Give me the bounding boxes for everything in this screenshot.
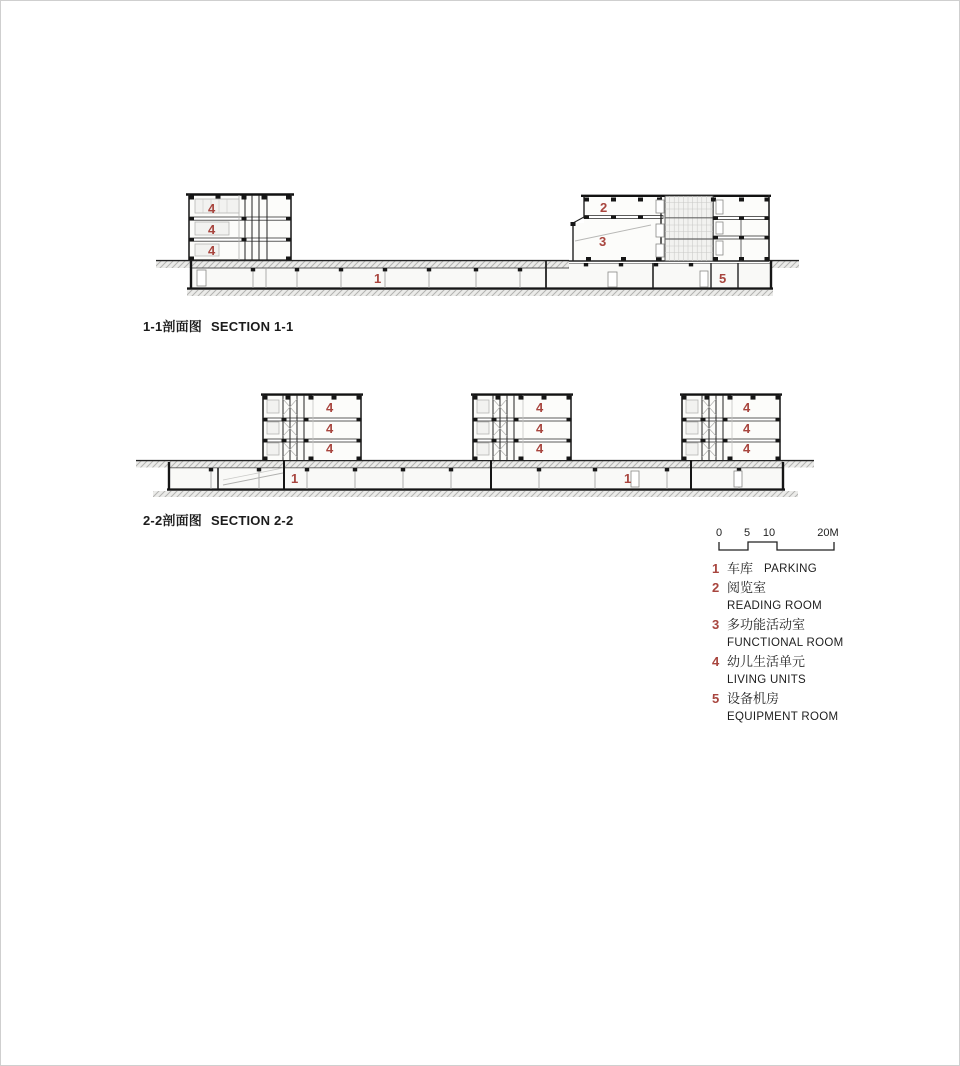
room-label-parking: 1 xyxy=(374,271,382,286)
legend xyxy=(712,560,932,727)
room-label-living-units: 4 xyxy=(743,400,751,415)
room-label-living-units: 4 xyxy=(743,421,751,436)
room-label-living-units: 4 xyxy=(208,201,216,216)
legend-item-reading-room xyxy=(712,579,932,615)
legend-cn: 多功能活动室 xyxy=(727,617,806,632)
room-label-living-units: 4 xyxy=(536,421,544,436)
tower-3 xyxy=(680,394,782,460)
legend-cn: 阅览室 xyxy=(727,580,767,595)
scale-tick-10: 10 xyxy=(762,527,776,539)
legend-en: LIVING UNITS xyxy=(727,674,807,686)
room-label-parking: 1 xyxy=(624,471,632,486)
legend-num: 2 xyxy=(712,580,720,595)
legend-en: READING ROOM xyxy=(727,600,822,612)
section-2-2-title xyxy=(143,510,293,529)
scale-tick-5: 5 xyxy=(743,527,751,539)
legend-item-functional-room xyxy=(712,616,932,652)
scale-tick-0: 0 xyxy=(715,527,723,539)
legend-en: EQUIPMENT ROOM xyxy=(727,711,839,723)
section-1-1-drawing xyxy=(156,194,799,296)
section-2-2-drawing xyxy=(136,394,814,497)
room-label-living-units: 4 xyxy=(743,441,751,456)
scale-bar-ticks xyxy=(712,527,852,540)
legend-cn: 车库 xyxy=(727,561,754,576)
room-label-living-units: 4 xyxy=(208,243,216,258)
tower-1 xyxy=(261,394,363,460)
legend-item-living-units xyxy=(712,653,932,689)
section-1-1-title xyxy=(143,316,293,335)
scale-tick-20m: 20M xyxy=(817,527,839,539)
legend-item-equipment-room xyxy=(712,690,932,726)
section-1-1-title-cn: 1-1剖面图 xyxy=(143,319,202,334)
section-2-2-title-cn: 2-2剖面图 xyxy=(143,513,202,528)
legend-cn: 设备机房 xyxy=(727,691,780,706)
legend-num: 5 xyxy=(712,691,720,706)
room-label-living-units: 4 xyxy=(208,222,216,237)
room-label-functional-room: 3 xyxy=(599,234,607,249)
room-label-living-units: 4 xyxy=(326,441,334,456)
room-label-reading-room: 2 xyxy=(600,200,608,215)
room-label-living-units: 4 xyxy=(326,421,334,436)
scale-bar xyxy=(712,527,852,559)
legend-cn: 幼儿生活单元 xyxy=(727,654,806,669)
legend-num: 4 xyxy=(712,654,720,669)
room-label-living-units: 4 xyxy=(536,400,544,415)
room-label-living-units: 4 xyxy=(326,400,334,415)
legend-num: 1 xyxy=(712,561,720,576)
room-label-living-units: 4 xyxy=(536,441,544,456)
room-label-equipment-room: 5 xyxy=(719,271,727,286)
tower-2 xyxy=(471,394,573,460)
room-label-parking: 1 xyxy=(291,471,299,486)
legend-item-parking xyxy=(712,560,932,578)
scale-bar-graphic xyxy=(712,540,852,554)
section-2-2-title-en: SECTION 2-2 xyxy=(211,513,294,528)
legend-num: 3 xyxy=(712,617,720,632)
section-1-1-title-en: SECTION 1-1 xyxy=(211,319,294,334)
legend-en: FUNCTIONAL ROOM xyxy=(727,637,844,649)
legend-en: PARKING xyxy=(764,563,818,575)
